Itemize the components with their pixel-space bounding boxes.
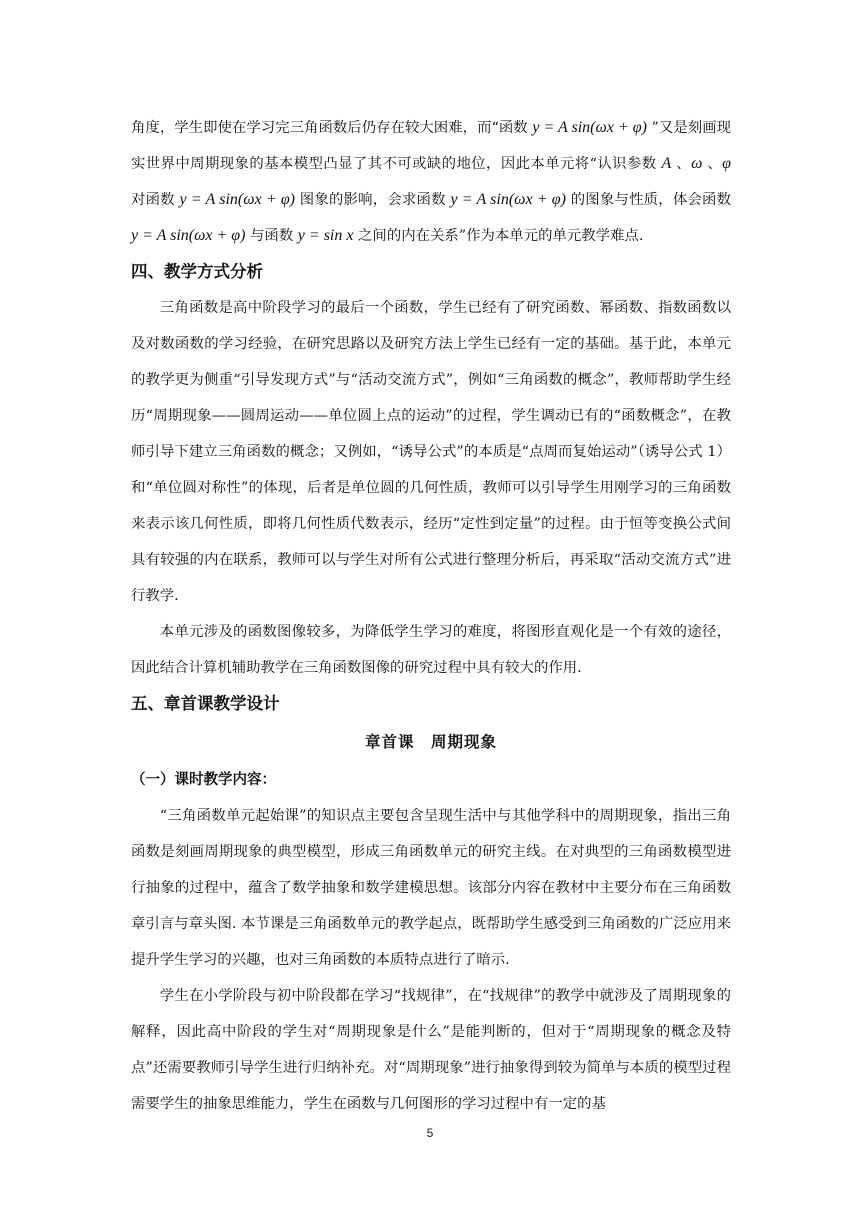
text-run: 之间的内在关系”作为本单元的单元教学难点. bbox=[353, 228, 644, 244]
text-run: ”又是刻画现实世界中周期现象的基本模型凸显了其不可或缺的地位，因此本单元将“认识参数 bbox=[131, 120, 732, 172]
formula: y = A sin(ωx + φ) bbox=[179, 191, 296, 208]
section-heading-5: 五、章首课教学设计 bbox=[131, 694, 280, 713]
text-run: 对函数 bbox=[131, 192, 180, 208]
section-heading-4: 四、教学方式分析 bbox=[131, 262, 263, 281]
text-run: 、 bbox=[702, 156, 723, 172]
text-run: 角度，学生即使在学习完三角函数后仍存在较大困难，而“函数 bbox=[131, 120, 533, 136]
lesson-title: 章首课 周期现象 bbox=[364, 733, 497, 751]
text-run: 图象的影响，会求函数 bbox=[295, 192, 451, 208]
paragraph-computer-aided: 本单元涉及的函数图像较多，为降低学生学习的难度，将图形直观化是一个有效的途径，因此结合计算机辅助教学在三角函数图像的研究过程中具有较大的作用. bbox=[131, 624, 731, 676]
formula: φ bbox=[722, 155, 732, 172]
paragraph-lesson-content: “三角函数单元起始课”的知识点主要包含呈现生活中与其他学科中的周期现象，指出三角函数是刻画周期现象的典型模型，形成三角函数单元的研究主线。在对典型的三角函数模型进行抽象的过程中，蕴含了数学抽象和数学建模思想。该部分内容在教材中主要分布在三角函数章引言与章头图. 本节课是三角函数单元的教学起点，既帮助学生感受到三角函数的广泛应用来提升学生学习的兴趣，也对三角函数的本质特点进行了暗示. bbox=[131, 808, 731, 968]
formula: A bbox=[661, 155, 672, 172]
formula: y = sin x bbox=[297, 227, 354, 244]
text-run: 、 bbox=[671, 156, 692, 172]
paragraph-teaching-method: 三角函数是高中阶段学习的最后一个函数，学生已经有了研究函数、幂函数、指数函数以及对数函数的学习经验，在研究思路以及研究方法上学生已经有一定的基础。基于此，本单元的教学更为侧重“引导发现方式”与“活动交流方式”，例如“三角函数的概念”，教师帮助学生经历“周期现象——圆周运动——单位圆上点的运动”的过程，学生调动已有的“函数概念”，在教师引导下建立三角函数的概念；又例如，“诱导公式”的本质是“点周而复始运动”（诱导公式 1）和“单位圆对称性”的体现，后者是单位圆的几何性质，教师可以引导学生用刚学习的三角函数来表示该几何性质，即将几何性质代数表示，经历“定性到定量”的过程。由于恒等变换公式间具有较强的内在联系，教师可以与学生对所有公式进行整理分析后，再采取“活动交流方式”进行教学. bbox=[131, 300, 731, 604]
text-run: 与函数 bbox=[245, 228, 298, 244]
paragraph-difficulty bbox=[131, 110, 731, 254]
formula: y = A sin(ωx + φ) bbox=[131, 227, 246, 244]
page-number: 5 bbox=[426, 1126, 434, 1140]
text-run: 的图象与性质，体会函数 bbox=[565, 192, 732, 208]
paragraph-student-analysis: 学生在小学阶段与初中阶段都在学习“找规律”，在“找规律”的教学中就涉及了周期现象的解释，因此高中阶段的学生对“周期现象是什么”是能判断的，但对于“周期现象的概念及特点”还需要教师引导学生进行归纳补充。对“周期现象”进行抽象得到较为简单与本质的模型过程需要学生的抽象思维能力，学生在函数与几何图形的学习过程中有一定的基 bbox=[131, 988, 731, 1112]
subsection-heading-1: （一）课时教学内容： bbox=[131, 772, 276, 788]
page-content bbox=[131, 110, 731, 1122]
formula: ω bbox=[691, 155, 703, 172]
formula: y = A sin(ωx + φ) bbox=[450, 191, 566, 208]
formula: y = A sin(ωx + φ) bbox=[532, 119, 647, 136]
